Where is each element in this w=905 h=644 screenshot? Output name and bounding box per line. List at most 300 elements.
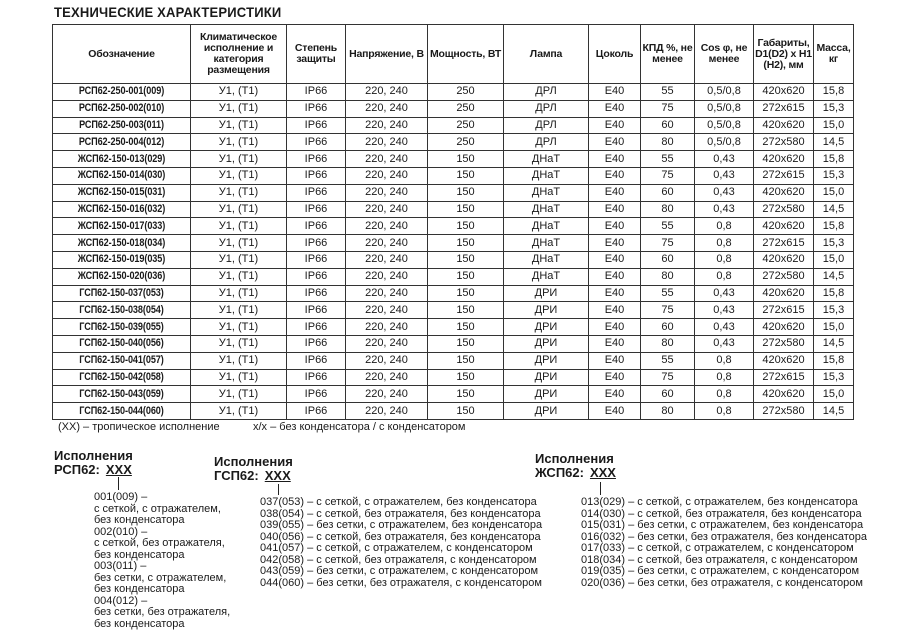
cell-cos-phi: 0,43 <box>695 167 754 184</box>
designation-text: ГСП62-150-042(058) <box>79 370 164 383</box>
cell-socket: Е40 <box>589 235 641 252</box>
cell-mass: 15,8 <box>814 84 854 101</box>
cell-voltage: 220, 240 <box>346 218 428 235</box>
cell-voltage: 220, 240 <box>346 319 428 336</box>
table-row <box>53 319 854 336</box>
column-header-mass: Масса, кг <box>814 25 854 84</box>
designation-text: ЖСП62-150-017(033) <box>77 219 166 232</box>
zhsp-prefix: ЖСП62: <box>535 465 584 480</box>
designation-text: ГСП62-150-040(056) <box>79 337 164 350</box>
cell-mass: 15,8 <box>814 352 854 369</box>
column-header-protection: Степень защиты <box>287 25 346 84</box>
cell-lamp: ДРИ <box>504 352 589 369</box>
cell-voltage: 220, 240 <box>346 134 428 151</box>
gsp-prefix: ГСП62: <box>214 468 259 483</box>
cell-efficiency: 60 <box>641 117 695 134</box>
cell-voltage: 220, 240 <box>346 403 428 420</box>
cell-mass: 15,0 <box>814 117 854 134</box>
cell-climate: У1, (Т1) <box>191 184 287 201</box>
cell-lamp: ДНаТ <box>504 218 589 235</box>
cell-voltage: 220, 240 <box>346 167 428 184</box>
cell-designation <box>53 302 191 319</box>
cell-protection: IP66 <box>287 302 346 319</box>
table-row <box>53 235 854 252</box>
cell-efficiency: 80 <box>641 134 695 151</box>
designation-text: РСП62-250-004(012) <box>78 135 165 148</box>
cell-designation <box>53 100 191 117</box>
cell-cos-phi: 0,8 <box>695 235 754 252</box>
cell-climate: У1, (Т1) <box>191 386 287 403</box>
cell-cos-phi: 0,5/0,8 <box>695 100 754 117</box>
cell-power: 150 <box>428 201 504 218</box>
cell-protection: IP66 <box>287 151 346 168</box>
cell-designation <box>53 84 191 101</box>
cell-protection: IP66 <box>287 386 346 403</box>
cell-climate: У1, (Т1) <box>191 167 287 184</box>
cell-voltage: 220, 240 <box>346 335 428 352</box>
cell-cos-phi: 0,8 <box>695 218 754 235</box>
designation-text: ЖСП62-150-015(031) <box>77 186 166 199</box>
cell-power: 150 <box>428 403 504 420</box>
cell-protection: IP66 <box>287 319 346 336</box>
cell-cos-phi: 0,8 <box>695 268 754 285</box>
cell-climate: У1, (Т1) <box>191 201 287 218</box>
cell-voltage: 220, 240 <box>346 100 428 117</box>
cell-mass: 14,5 <box>814 134 854 151</box>
designation-text: ГСП62-150-043(059) <box>79 387 164 400</box>
cell-protection: IP66 <box>287 218 346 235</box>
cell-protection: IP66 <box>287 285 346 302</box>
list-item: без конденсатора <box>94 617 185 630</box>
cell-voltage: 220, 240 <box>346 251 428 268</box>
cell-voltage: 220, 240 <box>346 386 428 403</box>
designation-text: ГСП62-150-037(053) <box>79 286 164 299</box>
cell-power: 150 <box>428 251 504 268</box>
designation-text: ГСП62-150-044(060) <box>79 404 164 417</box>
list-item: 013(029) – с сеткой, с отражателем, без конденсатора <box>581 496 858 508</box>
cell-mass: 15,8 <box>814 285 854 302</box>
cell-mass: 15,3 <box>814 100 854 117</box>
cell-climate: У1, (Т1) <box>191 302 287 319</box>
cell-socket: Е40 <box>589 319 641 336</box>
note-capacitor: х/х – без конденсатора / с конденсатором <box>253 421 466 433</box>
cell-protection: IP66 <box>287 100 346 117</box>
cell-socket: Е40 <box>589 335 641 352</box>
list-item: без сетки, без отражателя, <box>94 606 231 618</box>
cell-cos-phi: 0,43 <box>695 151 754 168</box>
rsp-code: ХХХ <box>105 462 132 477</box>
cell-power: 150 <box>428 268 504 285</box>
table-row <box>53 403 854 420</box>
cell-cos-phi: 0,8 <box>695 369 754 386</box>
cell-mass: 15,3 <box>814 235 854 252</box>
cell-designation <box>53 335 191 352</box>
cell-socket: Е40 <box>589 117 641 134</box>
cell-cos-phi: 0,43 <box>695 302 754 319</box>
list-item: 039(055) – без сетки, с отражателем, без конденсатора <box>260 519 543 531</box>
cell-socket: Е40 <box>589 352 641 369</box>
cell-lamp: ДНаТ <box>504 167 589 184</box>
cell-voltage: 220, 240 <box>346 285 428 302</box>
cell-dimensions: 272х615 <box>754 302 814 319</box>
table-row <box>53 369 854 386</box>
designation-text: ГСП62-150-039(055) <box>79 320 164 333</box>
cell-lamp: ДРИ <box>504 285 589 302</box>
column-header-designation: Обозначение <box>53 25 191 84</box>
cell-lamp: ДРИ <box>504 403 589 420</box>
cell-power: 250 <box>428 84 504 101</box>
cell-power: 150 <box>428 235 504 252</box>
cell-designation <box>53 151 191 168</box>
cell-lamp: ДРИ <box>504 319 589 336</box>
column-header-climate: Климатическое исполнение и категория размещения <box>191 25 287 84</box>
table-row <box>53 84 854 101</box>
cell-socket: Е40 <box>589 268 641 285</box>
list-item: 017(033) – с сеткой, с отражателем, с конденсатором <box>581 542 854 554</box>
cell-voltage: 220, 240 <box>346 235 428 252</box>
cell-designation <box>53 201 191 218</box>
list-item: 016(032) – без сетки, без отражателя, без конденсатора <box>581 530 867 543</box>
cell-mass: 14,5 <box>814 335 854 352</box>
cell-climate: У1, (Т1) <box>191 403 287 420</box>
designation-text: ЖСП62-150-020(036) <box>77 270 166 283</box>
cell-cos-phi: 0,8 <box>695 386 754 403</box>
cell-efficiency: 80 <box>641 335 695 352</box>
cell-efficiency: 75 <box>641 167 695 184</box>
cell-dimensions: 420х620 <box>754 319 814 336</box>
cell-protection: IP66 <box>287 235 346 252</box>
cell-power: 250 <box>428 100 504 117</box>
cell-dimensions: 420х620 <box>754 117 814 134</box>
cell-efficiency: 55 <box>641 151 695 168</box>
list-item: без конденсатора <box>94 548 185 561</box>
cell-socket: Е40 <box>589 218 641 235</box>
zhsp-connector <box>600 482 601 495</box>
zhsp-variants-list <box>581 497 867 589</box>
cell-climate: У1, (Т1) <box>191 84 287 101</box>
cell-dimensions: 272х615 <box>754 167 814 184</box>
cell-dimensions: 272х580 <box>754 201 814 218</box>
cell-socket: Е40 <box>589 302 641 319</box>
designation-text: ЖСП62-150-013(029) <box>77 152 166 165</box>
list-item: 041(057) – с сеткой, с отражателем, с конденсатором <box>260 542 533 554</box>
cell-lamp: ДНаТ <box>504 268 589 285</box>
cell-protection: IP66 <box>287 201 346 218</box>
cell-dimensions: 272х580 <box>754 403 814 420</box>
designation-text: РСП62-250-003(011) <box>79 118 164 131</box>
cell-lamp: ДНаТ <box>504 201 589 218</box>
cell-socket: Е40 <box>589 251 641 268</box>
rsp-prefix: РСП62: <box>54 462 100 477</box>
cell-efficiency: 60 <box>641 184 695 201</box>
cell-efficiency: 55 <box>641 218 695 235</box>
table-row <box>53 268 854 285</box>
cell-lamp: ДНаТ <box>504 151 589 168</box>
cell-climate: У1, (Т1) <box>191 369 287 386</box>
cell-lamp: ДРИ <box>504 386 589 403</box>
cell-dimensions: 420х620 <box>754 218 814 235</box>
cell-efficiency: 55 <box>641 352 695 369</box>
cell-cos-phi: 0,43 <box>695 319 754 336</box>
cell-cos-phi: 0,5/0,8 <box>695 117 754 134</box>
cell-efficiency: 55 <box>641 84 695 101</box>
designation-text: РСП62-250-001(009) <box>78 85 165 98</box>
list-item: 019(035) – без сетки, с отражателем, с конденсатором <box>581 565 860 577</box>
cell-mass: 15,0 <box>814 251 854 268</box>
list-item: с сеткой, с отражателем, <box>94 502 221 515</box>
cell-lamp: ДРЛ <box>504 117 589 134</box>
column-header-cos-phi: Cos φ, не менее <box>695 25 754 84</box>
cell-voltage: 220, 240 <box>346 369 428 386</box>
cell-voltage: 220, 240 <box>346 151 428 168</box>
designation-text: ЖСП62-150-018(034) <box>77 236 166 249</box>
cell-designation <box>53 117 191 134</box>
cell-lamp: ДРЛ <box>504 100 589 117</box>
table-row <box>53 201 854 218</box>
cell-protection: IP66 <box>287 134 346 151</box>
rsp-variants-heading <box>54 449 133 477</box>
cell-designation <box>53 386 191 403</box>
cell-mass: 15,0 <box>814 184 854 201</box>
cell-cos-phi: 0,43 <box>695 201 754 218</box>
cell-protection: IP66 <box>287 117 346 134</box>
designation-text: РСП62-250-002(010) <box>78 102 165 115</box>
table-row <box>53 386 854 403</box>
table-row <box>53 335 854 352</box>
gsp-variants-list <box>260 497 542 589</box>
column-header-lamp: Лампа <box>504 25 589 84</box>
cell-dimensions: 420х620 <box>754 352 814 369</box>
cell-efficiency: 80 <box>641 403 695 420</box>
cell-climate: У1, (Т1) <box>191 218 287 235</box>
cell-efficiency: 55 <box>641 285 695 302</box>
cell-climate: У1, (Т1) <box>191 335 287 352</box>
cell-lamp: ДРИ <box>504 369 589 386</box>
cell-power: 250 <box>428 134 504 151</box>
cell-dimensions: 420х620 <box>754 151 814 168</box>
cell-efficiency: 60 <box>641 251 695 268</box>
cell-mass: 15,3 <box>814 167 854 184</box>
gsp-heading-label: Исполнения <box>214 454 293 469</box>
table-row <box>53 100 854 117</box>
list-item: 002(010) – <box>94 525 148 538</box>
list-item: 001(009) – <box>94 491 148 503</box>
cell-cos-phi: 0,43 <box>695 285 754 302</box>
zhsp-variants-heading <box>535 452 616 480</box>
cell-climate: У1, (Т1) <box>191 352 287 369</box>
table-row <box>53 352 854 369</box>
cell-lamp: ДРИ <box>504 302 589 319</box>
designation-text: ЖСП62-150-019(035) <box>77 253 166 266</box>
note-tropical: (ХХ) – тропическое исполнение <box>58 421 220 433</box>
cell-mass: 15,0 <box>814 386 854 403</box>
zhsp-code: ХХХ <box>589 465 616 480</box>
cell-designation <box>53 268 191 285</box>
cell-socket: Е40 <box>589 201 641 218</box>
cell-climate: У1, (Т1) <box>191 319 287 336</box>
list-item: 014(030) – с сеткой, без отражателя, без конденсатора <box>581 507 862 520</box>
cell-protection: IP66 <box>287 84 346 101</box>
cell-power: 150 <box>428 218 504 235</box>
cell-lamp: ДНаТ <box>504 251 589 268</box>
cell-voltage: 220, 240 <box>346 184 428 201</box>
cell-voltage: 220, 240 <box>346 268 428 285</box>
cell-socket: Е40 <box>589 369 641 386</box>
cell-voltage: 220, 240 <box>346 352 428 369</box>
cell-designation <box>53 352 191 369</box>
table-row <box>53 134 854 151</box>
cell-power: 150 <box>428 167 504 184</box>
table-row <box>53 184 854 201</box>
list-item: 040(056) – с сеткой, без отражателя, без конденсатора <box>260 530 541 543</box>
cell-socket: Е40 <box>589 151 641 168</box>
cell-power: 150 <box>428 369 504 386</box>
cell-power: 150 <box>428 319 504 336</box>
cell-climate: У1, (Т1) <box>191 235 287 252</box>
cell-climate: У1, (Т1) <box>191 100 287 117</box>
list-item: 043(059) – без сетки, с отражателем, с конденсатором <box>260 565 539 577</box>
cell-mass: 15,8 <box>814 218 854 235</box>
table-body <box>53 84 854 420</box>
cell-efficiency: 60 <box>641 386 695 403</box>
cell-socket: Е40 <box>589 100 641 117</box>
table-row <box>53 167 854 184</box>
cell-voltage: 220, 240 <box>346 201 428 218</box>
cell-climate: У1, (Т1) <box>191 151 287 168</box>
designation-text: ЖСП62-150-016(032) <box>77 202 166 215</box>
cell-power: 150 <box>428 302 504 319</box>
cell-protection: IP66 <box>287 369 346 386</box>
cell-mass: 15,3 <box>814 369 854 386</box>
cell-dimensions: 272х615 <box>754 235 814 252</box>
list-item: 042(058) – с сеткой, без отражателя, с конденсатором <box>260 553 537 566</box>
zhsp-heading-label: Исполнения <box>535 451 614 466</box>
list-item: без конденсатора <box>94 514 185 526</box>
cell-protection: IP66 <box>287 268 346 285</box>
gsp-code: ХХХ <box>264 468 291 483</box>
list-item: 015(031) – без сетки, с отражателем, без конденсатора <box>581 519 864 531</box>
cell-dimensions: 272х580 <box>754 134 814 151</box>
table-row <box>53 151 854 168</box>
cell-cos-phi: 0,8 <box>695 251 754 268</box>
cell-dimensions: 272х580 <box>754 335 814 352</box>
cell-designation <box>53 251 191 268</box>
column-header-efficiency: КПД %, не менее <box>641 25 695 84</box>
cell-dimensions: 420х620 <box>754 386 814 403</box>
cell-dimensions: 420х620 <box>754 184 814 201</box>
cell-climate: У1, (Т1) <box>191 285 287 302</box>
cell-dimensions: 420х620 <box>754 285 814 302</box>
table-row <box>53 117 854 134</box>
cell-socket: Е40 <box>589 84 641 101</box>
column-header-voltage: Напряжение, В <box>346 25 428 84</box>
cell-efficiency: 75 <box>641 302 695 319</box>
cell-socket: Е40 <box>589 167 641 184</box>
list-item: 044(060) – без сетки, без отражателя, с конденсатором <box>260 576 542 589</box>
column-header-socket: Цоколь <box>589 25 641 84</box>
list-item: 020(036) – без сетки, без отражателя, с конденсатором <box>581 576 863 589</box>
cell-dimensions: 272х615 <box>754 100 814 117</box>
cell-dimensions: 272х615 <box>754 369 814 386</box>
cell-designation <box>53 134 191 151</box>
cell-mass: 14,5 <box>814 403 854 420</box>
cell-designation <box>53 218 191 235</box>
cell-lamp: ДРЛ <box>504 84 589 101</box>
cell-voltage: 220, 240 <box>346 302 428 319</box>
cell-cos-phi: 0,43 <box>695 184 754 201</box>
cell-lamp: ДРИ <box>504 335 589 352</box>
cell-designation <box>53 319 191 336</box>
cell-power: 150 <box>428 352 504 369</box>
list-item: 004(012) – <box>94 594 148 607</box>
list-item: 018(034) – с сеткой, без отражателя, с конденсатором <box>581 553 858 566</box>
cell-lamp: ДРЛ <box>504 134 589 151</box>
list-item: 003(011) – <box>94 560 147 572</box>
cell-designation <box>53 167 191 184</box>
cell-lamp: ДНаТ <box>504 235 589 252</box>
cell-cos-phi: 0,8 <box>695 403 754 420</box>
cell-dimensions: 420х620 <box>754 84 814 101</box>
cell-lamp: ДНаТ <box>504 184 589 201</box>
cell-designation <box>53 184 191 201</box>
table-row <box>53 302 854 319</box>
page-title: ТЕХНИЧЕСКИЕ ХАРАКТЕРИСТИКИ <box>54 4 282 20</box>
designation-text: ЖСП62-150-014(030) <box>77 169 166 182</box>
list-item: 038(054) – с сеткой, без отражателя, без конденсатора <box>260 507 541 520</box>
cell-socket: Е40 <box>589 285 641 302</box>
designation-text: ГСП62-150-041(057) <box>79 354 164 367</box>
cell-power: 150 <box>428 285 504 302</box>
cell-mass: 15,3 <box>814 302 854 319</box>
rsp-connector <box>118 477 119 490</box>
cell-protection: IP66 <box>287 352 346 369</box>
cell-protection: IP66 <box>287 251 346 268</box>
cell-efficiency: 75 <box>641 235 695 252</box>
cell-designation <box>53 369 191 386</box>
cell-mass: 15,8 <box>814 151 854 168</box>
table-row <box>53 251 854 268</box>
cell-efficiency: 75 <box>641 100 695 117</box>
cell-cos-phi: 0,5/0,8 <box>695 84 754 101</box>
cell-mass: 14,5 <box>814 201 854 218</box>
cell-efficiency: 80 <box>641 201 695 218</box>
cell-climate: У1, (Т1) <box>191 251 287 268</box>
cell-cos-phi: 0,5/0,8 <box>695 134 754 151</box>
cell-power: 250 <box>428 117 504 134</box>
cell-dimensions: 420х620 <box>754 251 814 268</box>
cell-socket: Е40 <box>589 386 641 403</box>
cell-socket: Е40 <box>589 184 641 201</box>
table-row <box>53 218 854 235</box>
list-item: без конденсатора <box>94 583 185 595</box>
cell-efficiency: 75 <box>641 369 695 386</box>
cell-power: 150 <box>428 335 504 352</box>
designation-text: ГСП62-150-038(054) <box>79 303 164 316</box>
cell-designation <box>53 285 191 302</box>
cell-cos-phi: 0,8 <box>695 352 754 369</box>
cell-protection: IP66 <box>287 184 346 201</box>
specs-table <box>52 24 854 420</box>
table-row <box>53 285 854 302</box>
cell-socket: Е40 <box>589 403 641 420</box>
list-item: 037(053) – с сеткой, с отражателем, без конденсатора <box>260 496 537 508</box>
gsp-connector <box>278 484 279 495</box>
table-header-row <box>53 25 854 84</box>
cell-mass: 15,0 <box>814 319 854 336</box>
column-header-dimensions: Габариты, D1(D2) x H1 (H2), мм <box>754 25 814 84</box>
cell-protection: IP66 <box>287 335 346 352</box>
cell-climate: У1, (Т1) <box>191 117 287 134</box>
